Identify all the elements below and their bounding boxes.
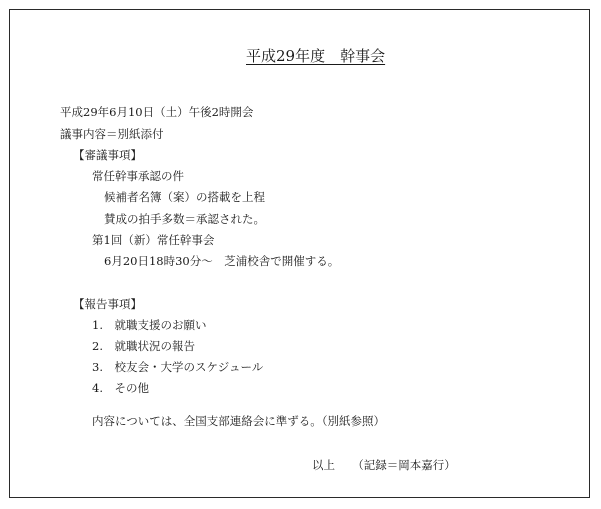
report-item: 4. その他 [92, 381, 149, 395]
deliberation-item-title: 第1回（新）常任幹事会 [92, 233, 215, 247]
report-heading: 【報告事項】 [73, 297, 142, 311]
deliberation-item-detail: 6月20日18時30分～ 芝浦校舎で開催する。 [104, 254, 340, 268]
report-item: 1. 就職支援のお願い [92, 318, 207, 332]
deliberation-heading: 【審議事項】 [73, 148, 142, 162]
meeting-date: 平成29年6月10日（土）午後2時開会 [60, 105, 254, 119]
deliberation-item-detail: 候補者名簿（案）の搭載を上程 [104, 190, 265, 204]
report-item: 3. 校友会・大学のスケジュール [92, 360, 264, 374]
document-title: 平成29年度 幹事会 [246, 47, 386, 65]
agenda-note: 議事内容＝別紙添付 [60, 127, 164, 141]
deliberation-item-title: 常任幹事承認の件 [92, 169, 184, 183]
closing-record: 以上 （記録＝岡本嘉行） [312, 458, 456, 472]
report-item: 2. 就職状況の報告 [92, 339, 195, 353]
report-note: 内容については、全国支部連絡会に準ずる。（別紙参照） [92, 414, 386, 428]
deliberation-item-detail: 賛成の拍手多数＝承認された。 [104, 212, 265, 226]
